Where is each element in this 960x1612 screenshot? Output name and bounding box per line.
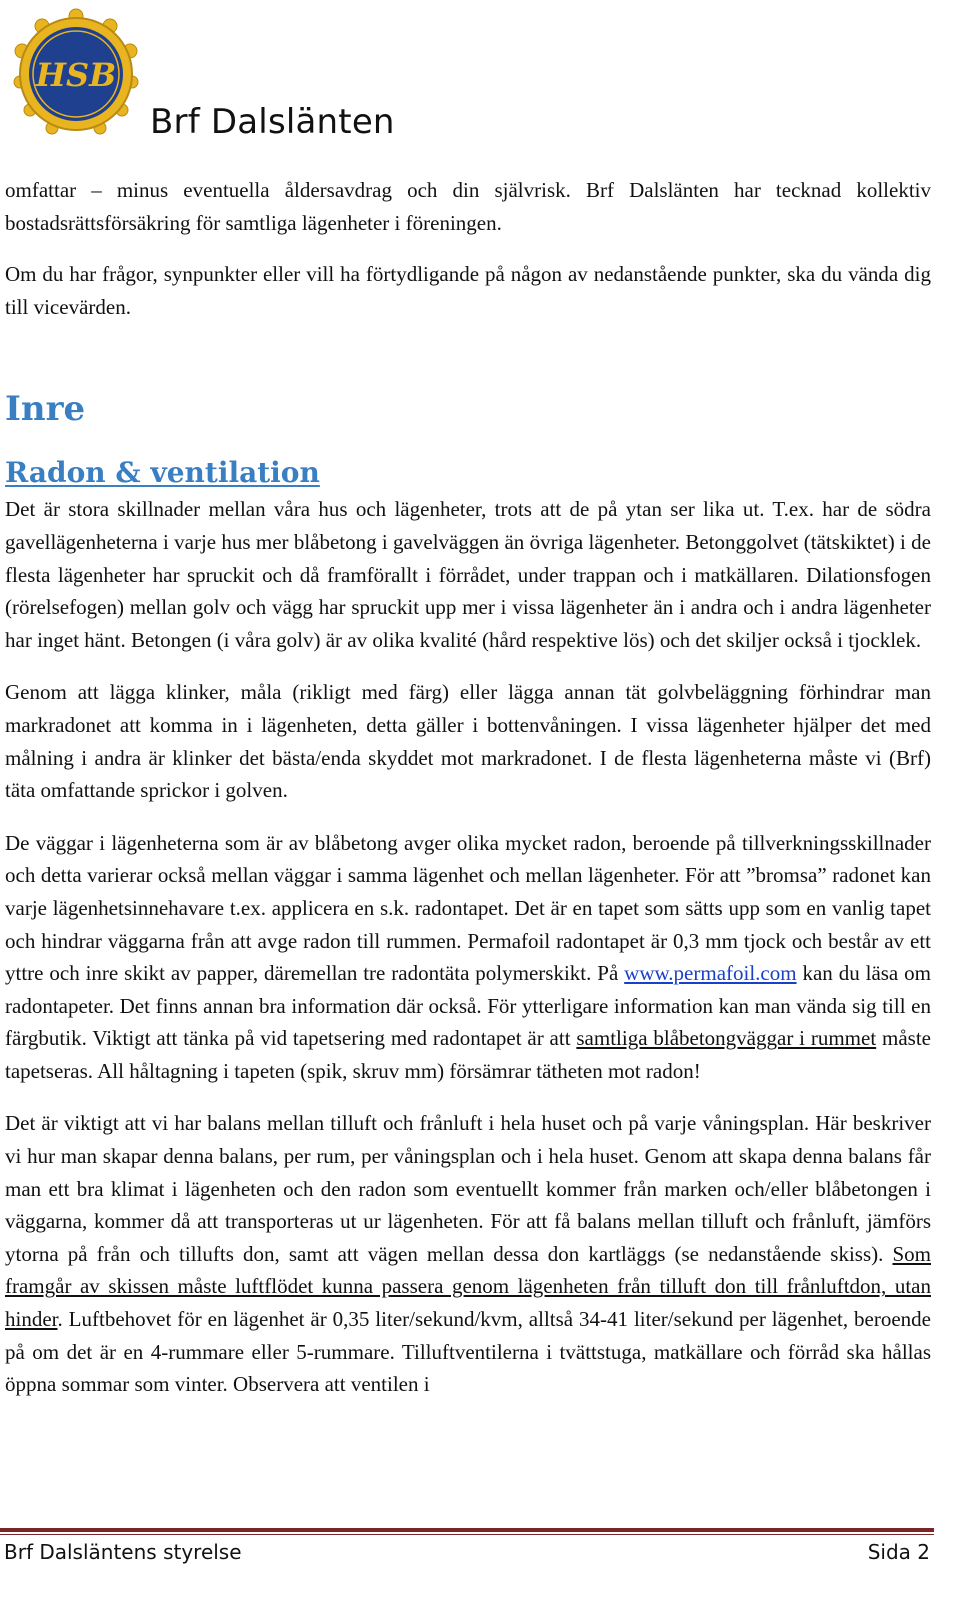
organization-name: Brf Dalslänten <box>150 102 395 142</box>
footer-board-name: Brf Dalsläntens styrelse <box>4 1540 242 1564</box>
paragraph-ventilation <box>5 1107 931 1400</box>
text-run: kan du läsa om radontapeter. Det finns annan bra information där också. För ytterligare information kan man vända sig till en färgbutik. Viktigt att tänka på vid tapetsering med radontapet är att <box>5 961 931 1051</box>
paragraph-radontapet <box>5 827 931 1088</box>
text-run: Det är viktigt att vi har balans mellan tilluft och frånluft i hela huset och på varje våningsplan. Här beskriver vi hur man skapar denna balans, per rum, per våningsplan och i hela huset. Genom att skapa denna balans får man ett bra klimat i lägenheten och den radon som eventuellt kommer från marken och/eller blåbetongen i väggarna, kommer då att transporteras ut ur lägenheten. För att få balans mellan tilluft och frånluft, jämförs ytorna på från och tillufts don, samt att vägen mellan dessa don kartläggs (se nedanstående skiss). <box>5 1111 931 1266</box>
document-body <box>5 174 931 1401</box>
subsection-heading-radon: Radon & ventilation <box>5 456 320 490</box>
footer-divider-thin <box>0 1534 934 1535</box>
paragraph-contact: Om du har frågor, synpunkter eller vill ha förtydligande på någon av nedanstående punkter, ska du vända dig till vicevärden. <box>5 262 931 319</box>
underlined-text: samtliga blåbetongväggar i rummet <box>576 1026 877 1051</box>
paragraph-insurance: omfattar – minus eventuella åldersavdrag och din självrisk. Brf Dalslänten har tecknad kollektiv bostadsrättsförsäkring för samtliga lägenheter i föreningen. <box>5 178 931 235</box>
paragraph-differences: Det är stora skillnader mellan våra hus och lägenheter, trots att de på ytan ser lika ut. T.ex. har de södra gavellägenheterna i varje hus mer blåbetong i gavelväggen än övriga lägenheter. Betonggolvet (tätskiktet) i de flesta lägenheter har spruckit och då framförallt i förrådet, under trappan och i matkällaren. Dilationsfogen (rörelsefogen) mellan golv och vägg har spruckit upp mer i vissa lägenheter än i andra och i andra lägenheter har inget hänt. Betongen (i våra golv) är av olika kvalité (hård respektive lös) och det skiljer också i tjocklek. <box>5 497 931 652</box>
page-header <box>0 0 960 160</box>
permafoil-link[interactable]: www.permafoil.com <box>624 961 797 986</box>
hsb-logo-icon <box>12 6 140 136</box>
text-run: måste tapetseras. All håltagning i tapeten (spik, skruv mm) försämrar tätheten mot radon! <box>5 1026 932 1083</box>
paragraph-flooring: Genom att lägga klinker, måla (rikligt med färg) eller lägga annan tät golvbeläggning förhindrar man markradonet att komma in i lägenheten, detta gäller i bottenvåningen. I vissa lägenheter hjälper det med målning i andra är klinker det bästa/enda skyddet mot markradonet. I de flesta lägenheterna måste vi (Brf) täta omfattande sprickor i golven. <box>5 680 931 803</box>
page-number: Sida 2 <box>867 1540 930 1564</box>
text-run: De väggar i lägenheterna som är av blåbetong avger olika mycket radon, beroende på tillverkningsskillnader och detta varierar också mellan väggar i samma lägenhet och mellan lägenheter. För att ”bromsa” radonet kan varje lägenhetsinnehavare t.ex. applicera en s.k. radontapet. Det är en tapet som sätts upp som en vanlig tapet och hindrar väggarna från att avge radon till rummen. Permafoil radontapet är 0,3 mm tjock och består av ett yttre och inre skikt av papper, däremellan tre radontäta polymerskikt. På <box>5 830 931 986</box>
footer-divider <box>0 1528 934 1532</box>
text-run: . Luftbehovet för en lägenhet är 0,35 liter/sekund/kvm, alltså 34-41 liter/sekund per lägenhet, beroende på om det är en 4-rummare eller 5-rummare. Tilluftventilerna i tvättstuga, matkällare och förråd ska hållas öppna sommar som vinter. Observera att ventilen i <box>5 1307 931 1397</box>
underlined-text: Som framgår av skissen måste luftflödet kunna passera genom lägenheten från tilluft don till frånluftdon, utan hinder <box>5 1241 931 1332</box>
section-heading-inre: Inre <box>5 389 86 430</box>
logo-text: HSB <box>35 56 117 94</box>
